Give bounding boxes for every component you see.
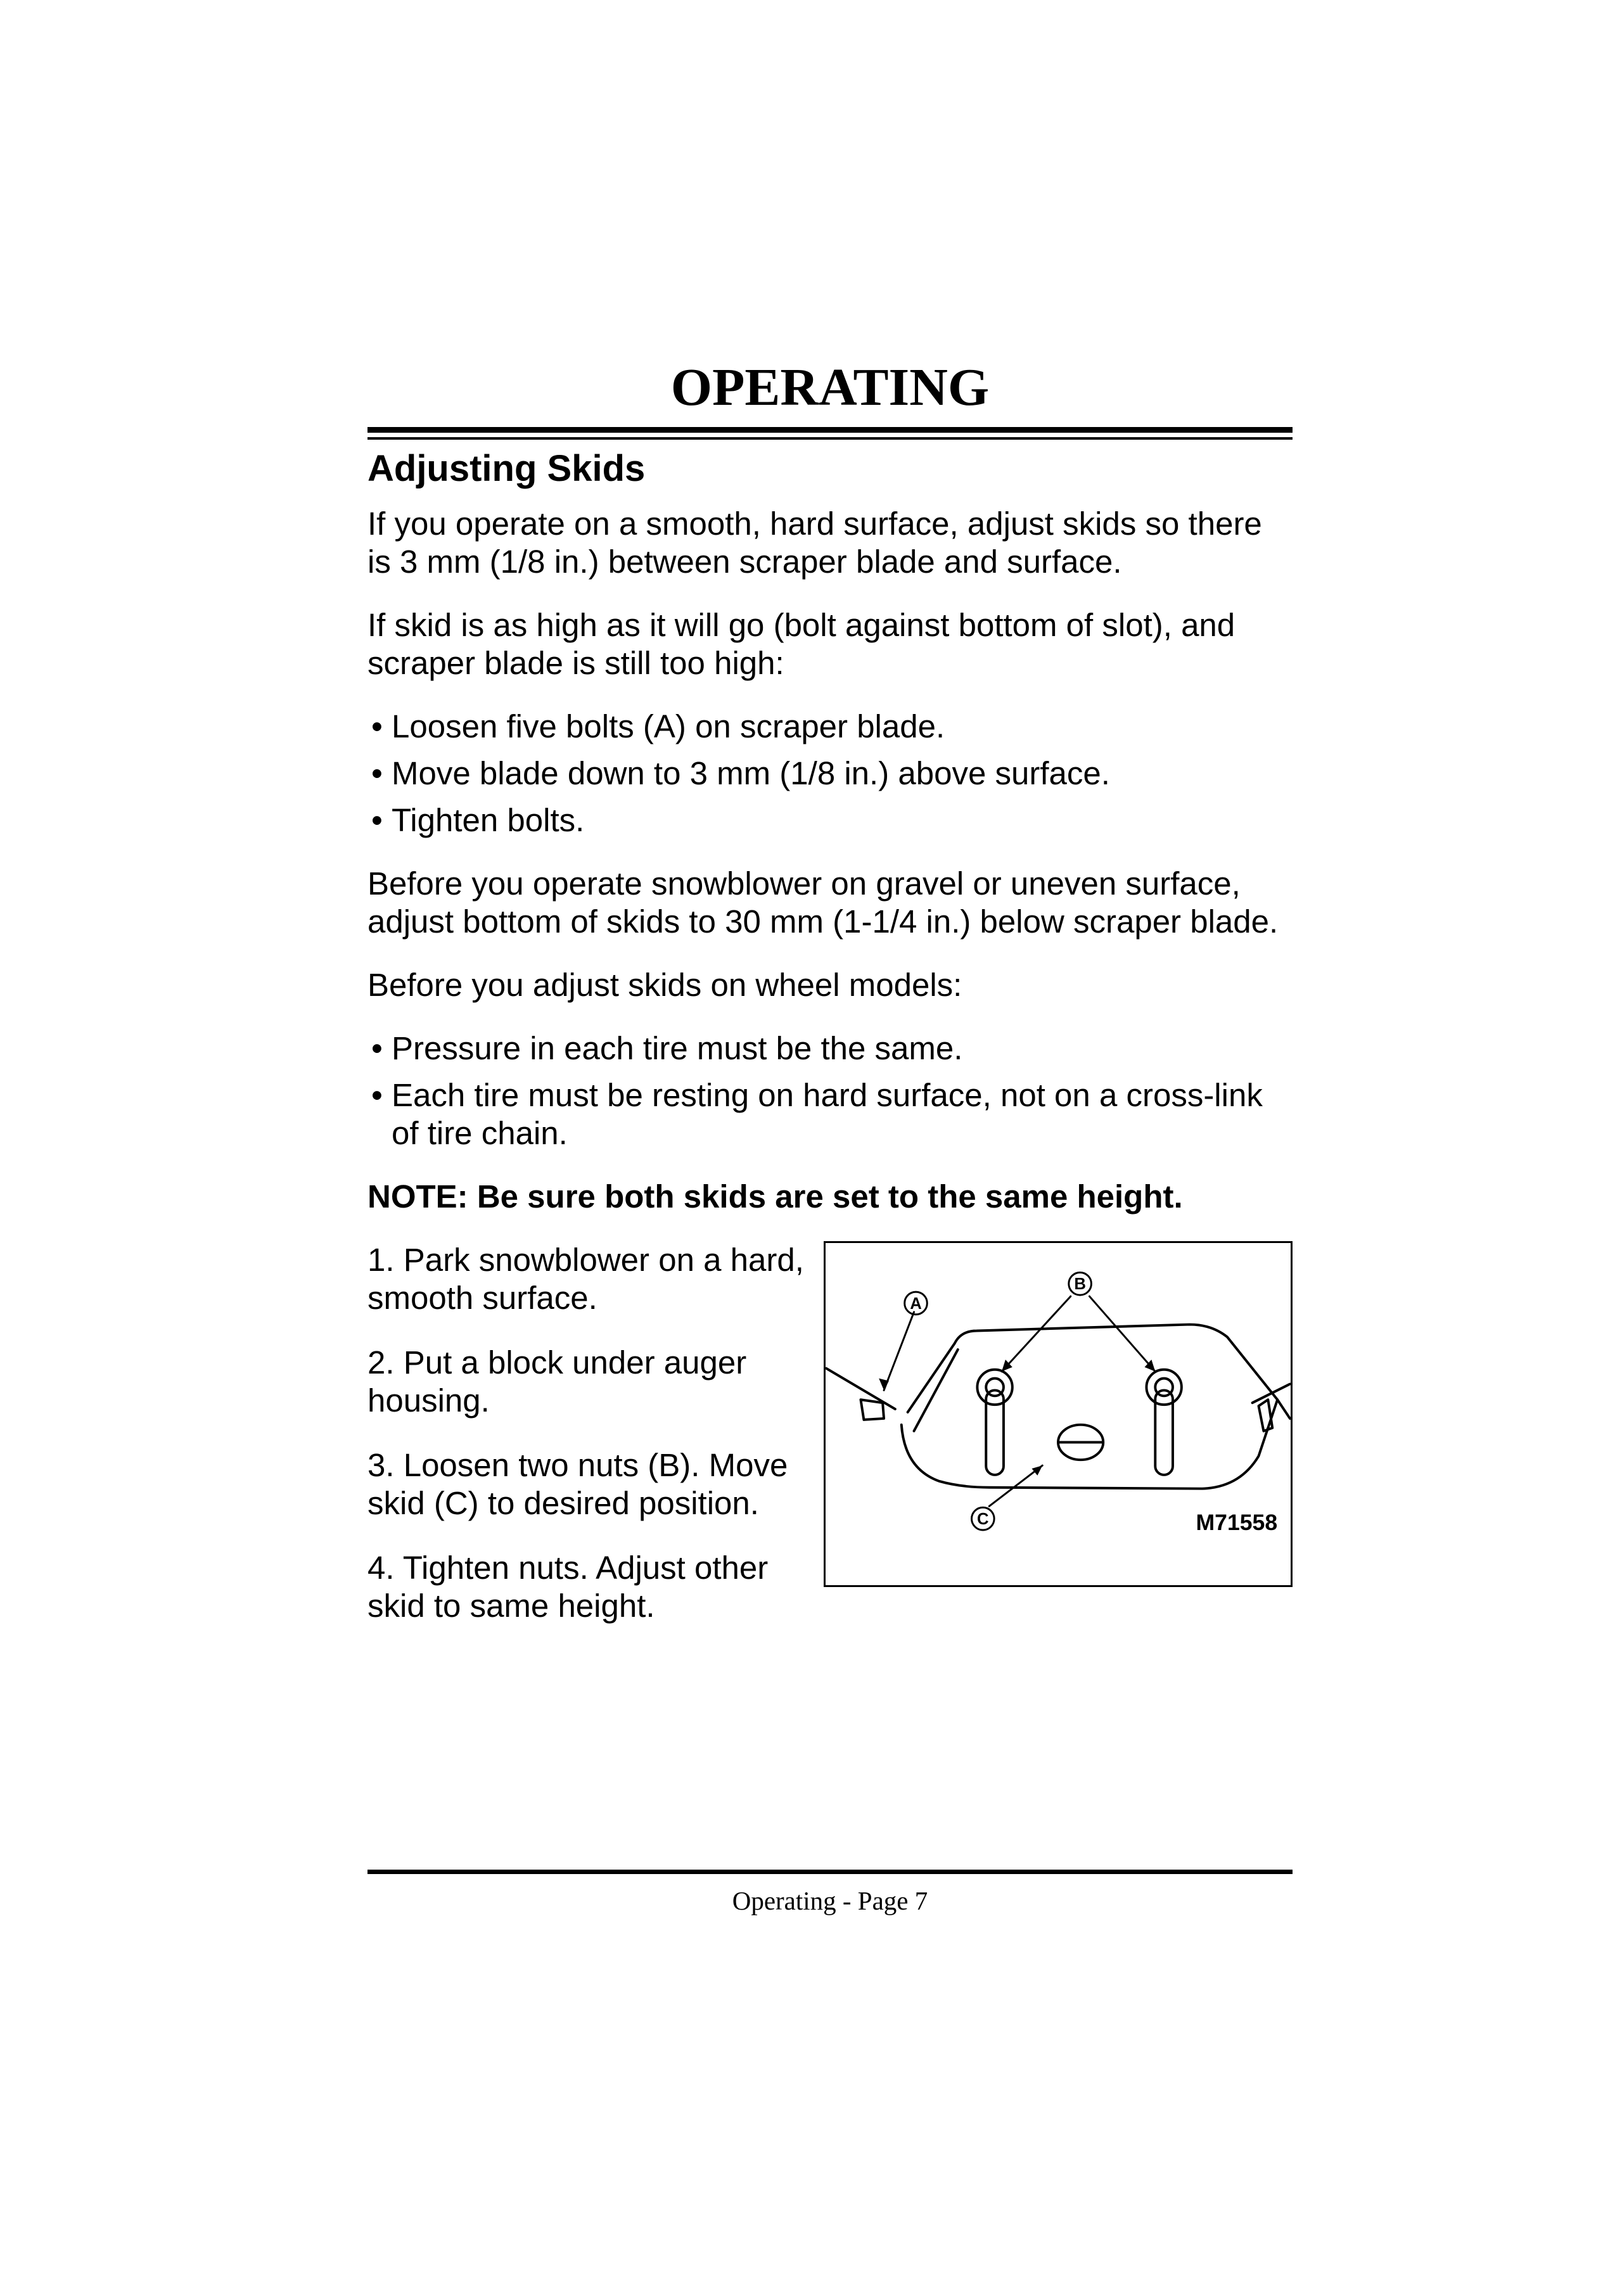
page-footer: Operating - Page 7 [732,1886,928,1915]
paragraph-smooth-surface: If you operate on a smooth, hard surface, adjust skids so there is 3 mm (1/8 in.) between scraper blade and surface. [367,506,1262,580]
figure-code: M71558 [1196,1509,1278,1535]
procedure-step: 1. Park snowblower on a hard, smooth surface. [367,1242,804,1316]
nut-right [1146,1370,1181,1405]
tire-check-list [367,1030,1293,1152]
housing-clip-right [1258,1400,1272,1431]
footer-rule [367,1870,1293,1874]
section-title: Adjusting Skids [367,448,646,489]
leader-b-right [1089,1296,1155,1372]
paragraph-gravel-surface: Before you operate snowblower on gravel or uneven surface, adjust bottom of skids to 30 mm (1-1/4 in.) below scraper blade. [367,865,1279,940]
steps-and-figure [367,1241,1293,1647]
nut-left-inner [986,1379,1004,1396]
skid-inner-edge [914,1349,958,1431]
paragraph-skid-too-high: If skid is as high as it will go (bolt against bottom of slot), and scraper blade is still too high: [367,607,1236,681]
paragraph-wheel-models: Before you adjust skids on wheel models: [367,967,962,1003]
note-same-height: NOTE: Be sure both skids are set to the same height. [367,1178,1183,1215]
skid-outline-bottom [902,1400,1277,1488]
nut-right-inner [1155,1379,1173,1396]
procedure-steps [367,1241,824,1652]
heading-rule-thin [367,437,1293,440]
skid-outline-top [908,1325,1290,1419]
list-item: • Move blade down to 3 mm (1/8 in.) above surface. [367,755,1293,793]
callout-c-label: C [977,1510,989,1529]
procedure-step: 3. Loosen two nuts (B). Move skid (C) to desired position. [367,1447,788,1521]
procedure-step: 2. Put a block under auger housing. [367,1344,747,1419]
skid-illustration [824,1241,1293,1587]
list-item: • Tighten bolts. [367,801,1293,839]
callout-a-label: A [910,1294,922,1313]
nut-left [977,1370,1012,1405]
leader-b-left [1002,1296,1071,1372]
leader-a [884,1312,914,1391]
list-item: • Pressure in each tire must be the same. [367,1030,1293,1068]
procedure-step: 4. Tighten nuts. Adjust other skid to same height. [367,1550,769,1624]
list-item: • Loosen five bolts (A) on scraper blade. [367,708,1293,746]
heading-rule-thick [367,427,1293,433]
list-item: • Each tire must be resting on hard surface, not on a cross-link of tire chain. [367,1076,1293,1152]
page-heading: OPERATING [670,358,990,417]
blade-adjust-list [367,708,1293,839]
skid-drawing [826,1243,1291,1585]
page-content [367,447,1293,1647]
scraper-bolt [860,1400,884,1420]
callout-b-label: B [1074,1275,1086,1294]
arrowhead-c [1031,1465,1042,1476]
